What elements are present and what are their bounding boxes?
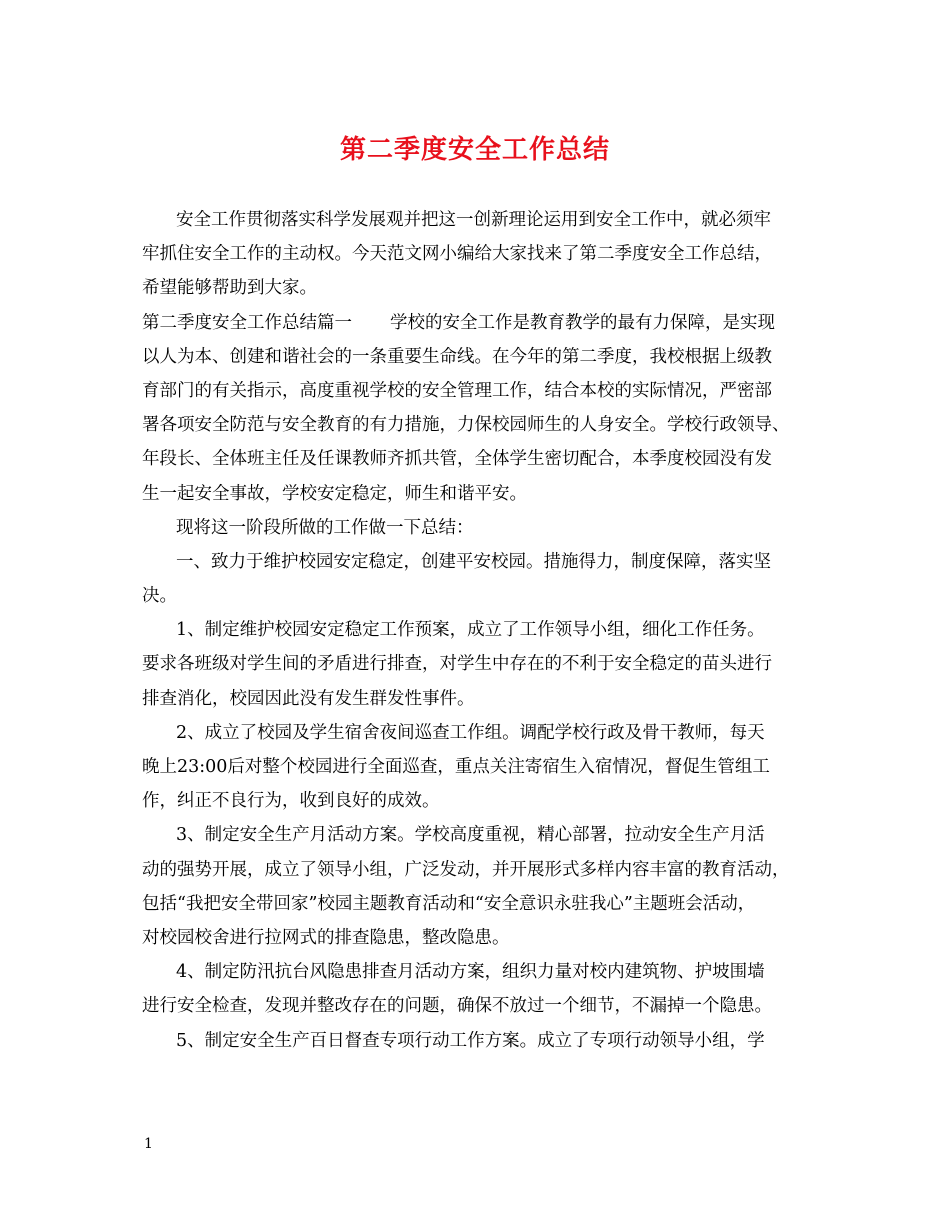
paragraph-line: 以人为本、创建和谐社会的一条重要生命线。在今年的第二季度，我校根据上级教 (142, 346, 772, 367)
document-title: 第二季度安全工作总结 (339, 135, 610, 165)
paragraph-line: 5、制定安全生产百日督查专项行动工作方案。成立了专项行动领导小组，学 (176, 1030, 765, 1051)
paragraph-line: 进行安全检查，发现并整改存在的问题，确保不放过一个细节，不漏掉一个隐患。 (142, 996, 772, 1017)
paragraph-line: 决。 (142, 586, 177, 607)
paragraph-line: 希望能够帮助到大家。 (142, 278, 317, 299)
paragraph-line: 生一起安全事故，学校安定稳定，师生和谐平安。 (142, 483, 527, 504)
section-heading-line (142, 306, 812, 340)
paragraph-line: 一、致力于维护校园安定稳定，创建平安校园。措施得力，制度保障，落实坚 (176, 551, 771, 572)
paragraph-line: 3、制定安全生产月活动方案。学校高度重视，精心部署，拉动安全生产月活 (176, 825, 765, 846)
paragraph-line: 2、成立了校园及学生宿舍夜间巡查工作组。调配学校行政及骨干教师，每天 (176, 722, 765, 743)
paragraph-line: 排查消化，校园因此没有发生群发性事件。 (142, 688, 475, 709)
paragraph-line: 牢抓住安全工作的主动权。今天范文网小编给大家找来了第二季度安全工作总结， (142, 244, 772, 265)
paragraph-line: 1、制定维护校园安定稳定工作预案，成立了工作领导小组，细化工作任务。 (176, 620, 765, 641)
paragraph-line: 安全工作贯彻落实科学发展观并把这一创新理论运用到安全工作中，就必须牢 (176, 210, 771, 230)
paragraph-line: 要求各班级对学生间的矛盾进行排查，对学生中存在的不利于安全稳定的苗头进行 (142, 654, 772, 675)
paragraph-line: 包括“我把安全带回家”校园主题教育活动和“安全意识永驻我心”主题班会活动， (142, 893, 756, 914)
page-number: 1 (144, 1136, 153, 1152)
paragraph-line: 署各项安全防范与安全教育的有力措施，力保校园师生的人身安全。学校行政领导、 (142, 415, 790, 436)
section-heading: 第二季度安全工作总结篇一 (142, 312, 352, 333)
paragraph-line: 动的强势开展，成立了领导小组，广泛发动，并开展形式多样内容丰富的教育活动， (142, 859, 790, 880)
paragraph-line: 作，纠正不良行为，收到良好的成效。 (142, 791, 440, 812)
paragraph-line: 育部门的有关指示，高度重视学校的安全管理工作，结合本校的实际情况，严密部 (142, 380, 772, 401)
paragraph-line: 对校园校舍进行拉网式的排查隐患，整改隐患。 (142, 927, 510, 948)
paragraph-line: 晚上23:00后对整个校园进行全面巡查，重点关注寄宿生入宿情况，督促生管组工 (142, 757, 770, 777)
paragraph-line: 4、制定防汛抗台风隐患排查月活动方案，组织力量对校内建筑物、护坡围墙 (176, 962, 765, 983)
paragraph-line: 年段长、全体班主任及任课教师齐抓共管，全体学生密切配合，本季度校园没有发 (142, 449, 772, 470)
document-body (142, 203, 812, 1058)
paragraph-text: 学校的安全工作是教育教学的最有力保障，是实现 (390, 312, 775, 333)
paragraph-line: 现将这一阶段所做的工作做一下总结： (176, 517, 474, 538)
